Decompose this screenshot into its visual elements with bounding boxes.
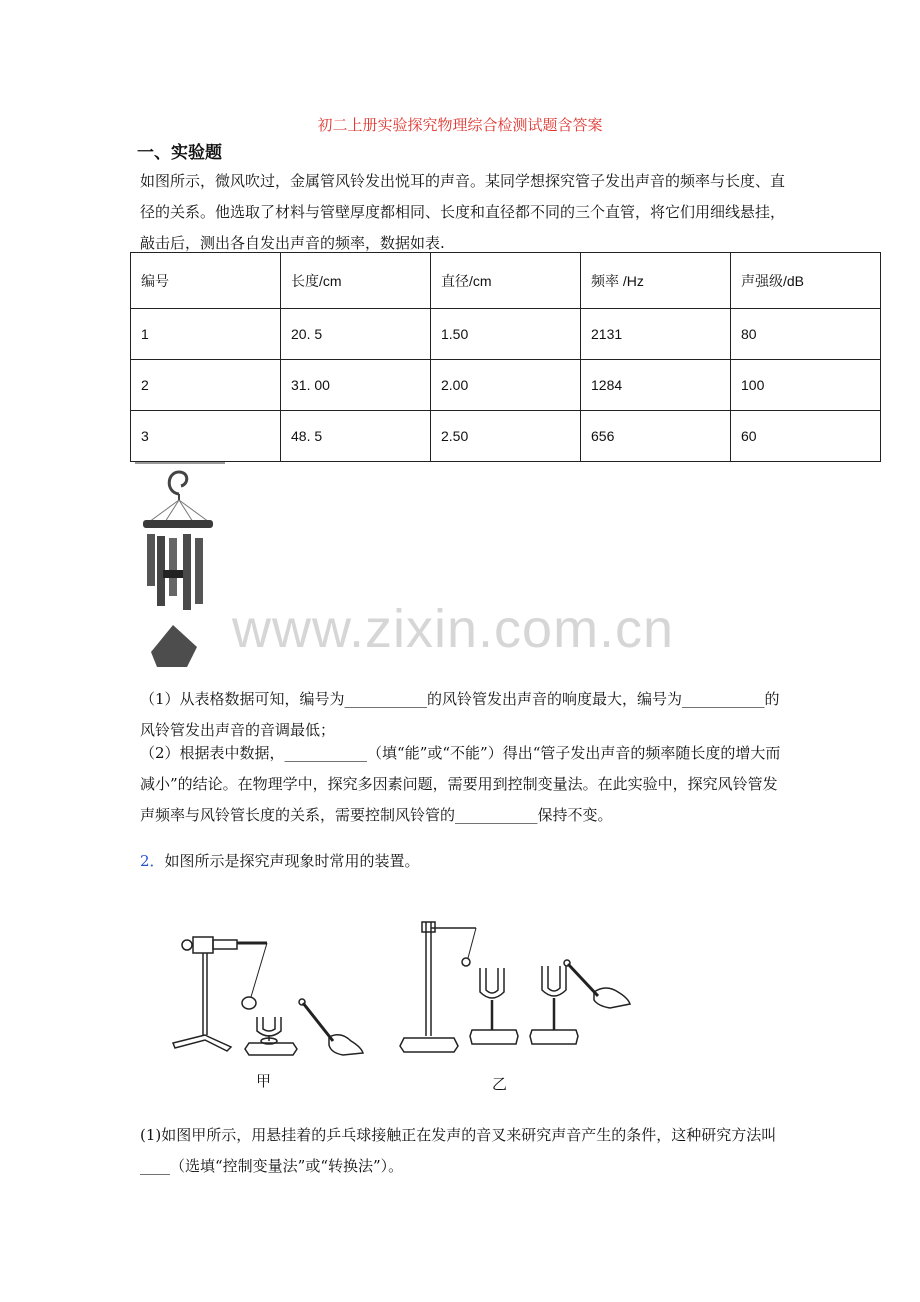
question-1-intro: 如图所示，微风吹过，金属管风铃发出悦耳的声音。某同学想探究管子发出声音的频率与长度、直径的关系。他选取了材料与管壁厚度都相同、长度和直径都不同的三个直管，将它们用细线悬挂，敲击后，测出各自发出声音的频率，数据如表.	[140, 172, 786, 252]
question-2-number: 2．	[140, 852, 165, 870]
table-cell: 2131	[581, 309, 731, 360]
figure-label-jia: 甲	[256, 1072, 272, 1090]
table-header-cell: 声强级/dB	[731, 253, 881, 309]
question-1-part-1: （1）从表格数据可知，编号为___________的风铃管发出声音的响度最大，编号为___________的风铃管发出声音的音调最低；	[140, 690, 780, 739]
watermark-text: www.zixin.com.cn	[232, 599, 675, 659]
figure-label-yi: 乙	[492, 1075, 508, 1093]
table-header-cell: 长度/cm	[281, 253, 431, 309]
question-2-text: 如图所示是探究声现象时常用的装置。	[164, 852, 420, 870]
table-cell: 80	[731, 309, 881, 360]
table-cell: 2.50	[431, 411, 581, 462]
table-row	[131, 411, 881, 462]
table-cell: 100	[731, 360, 881, 411]
wind-chime-illustration	[135, 462, 225, 677]
table-cell: 1.50	[431, 309, 581, 360]
table-cell: 20. 5	[281, 309, 431, 360]
table-cell: 1284	[581, 360, 731, 411]
table-row	[131, 309, 881, 360]
table-cell: 2	[131, 360, 281, 411]
apparatus-yi-illustration	[398, 918, 633, 1058]
table-header-cell: 频率 /Hz	[581, 253, 731, 309]
section-heading: 一、实验题	[137, 143, 222, 163]
data-table	[130, 252, 881, 462]
table-cell: 3	[131, 411, 281, 462]
question-2-part-1: (1)如图甲所示，用悬挂着的乒乓球接触正在发声的音叉来研究声音产生的条件，这种研究方法叫____（选填“控制变量法”或“转换法”）。	[140, 1126, 777, 1175]
table-header-row	[131, 253, 881, 309]
table-header-cell: 直径/cm	[431, 253, 581, 309]
table-cell: 48. 5	[281, 411, 431, 462]
table-cell: 60	[731, 411, 881, 462]
table-cell: 1	[131, 309, 281, 360]
table-cell: 2.00	[431, 360, 581, 411]
question-1-part-2: （2）根据表中数据，___________（填“能”或“不能”）得出“管子发出声音的频率随长度的增大而减小”的结论。在物理学中，探究多因素问题，需要用到控制变量法。在此实验中，探究风铃管发声频率与风铃管长度的关系，需要控制风铃管的___________保持不变。	[140, 744, 781, 824]
apparatus-jia-illustration	[165, 925, 370, 1065]
table-header-cell: 编号	[131, 253, 281, 309]
table-cell: 31. 00	[281, 360, 431, 411]
question-2-stem	[140, 846, 790, 877]
document-title: 初二上册实验探究物理综合检测试题含答案	[317, 116, 603, 134]
table-row	[131, 360, 881, 411]
table-cell: 656	[581, 411, 731, 462]
